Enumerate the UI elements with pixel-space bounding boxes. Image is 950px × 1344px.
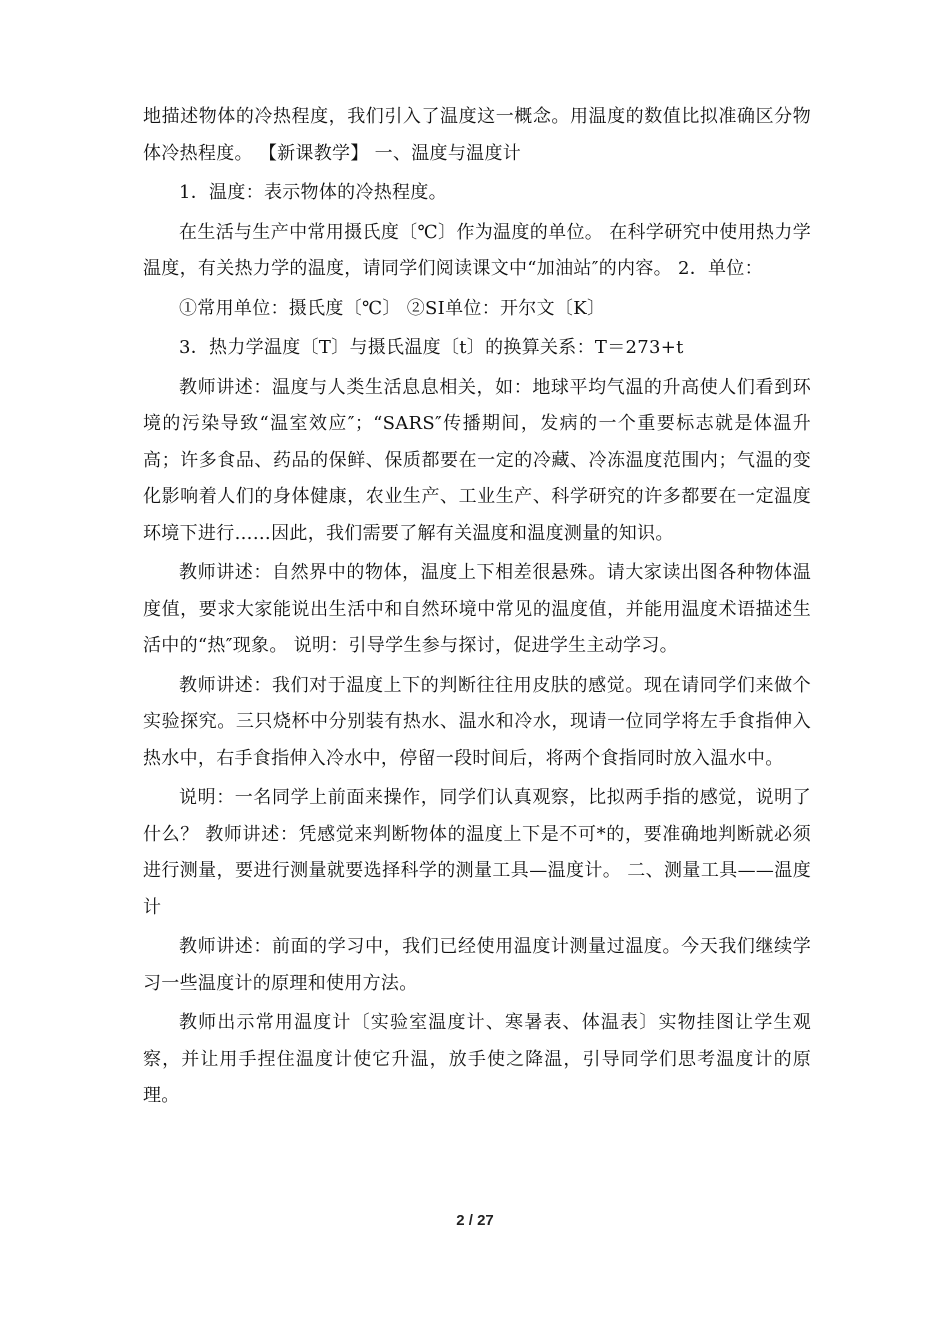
paragraph: 教师讲述：前面的学习中，我们已经使用温度计测量过温度。今天我们继续学习一些温度计的原理和使用方法。 — [143, 936, 811, 994]
page-number: 2 / 27 — [456, 1212, 494, 1229]
paragraph: 地描述物体的冷热程度，我们引入了温度这一概念。用温度的数值比拟准确区分物体冷热程度。 【新课教学】 一、温度与温度计 — [143, 106, 811, 164]
paragraph: ①常用单位：摄氏度〔℃〕 ②SI单位：开尔文〔K〕 — [179, 297, 606, 319]
document-body — [143, 99, 811, 1118]
paragraph: 教师讲述：我们对于温度上下的判断往往用皮肤的感觉。现在请同学们来做个实验探究。三只烧杯中分别装有热水、温水和冷水，现请一位同学将左手食指伸入热水中，右手食指伸入冷水中，停留一段时间后，将两个食指同时放入温水中。 — [143, 674, 811, 769]
paragraph: 1．温度：表示物体的冷热程度。 — [179, 182, 447, 203]
paragraph: 3．热力学温度〔T〕与摄氏温度〔t〕的换算关系：T＝273+t — [179, 337, 684, 358]
paragraph: 教师讲述：温度与人类生活息息相关，如：地球平均气温的升高使人们看到环境的污染导致“温室效应″；“SARS″传播期间，发病的一个重要标志就是体温升高；许多食品、药品的保鲜、保质都要在一定的冷藏、冷冻温度范围内；气温的变化影响着人们的身体健康，农业生产、工业生产、科学研究的许多都要在一定温度环境下进行……因此，我们需要了解有关温度和温度测量的知识。 — [143, 376, 811, 544]
paragraph: 教师讲述：自然界中的物体，温度上下相差很悬殊。请大家读出图各种物体温度值，要求大家能说出生活中和自然环境中常见的温度值，并能用温度术语描述生活中的“热″现象。 说明：引导学生参与探讨，促进学生主动学习。 — [143, 562, 811, 656]
paragraph: 说明：一名同学上前面来操作，同学们认真观察，比拟两手指的感觉，说明了什么？ 教师讲述：凭感觉来判断物体的温度上下是不可*的，要准确地判断就必须进行测量，要进行测量就要选择科学的测量工具—温度计。 二、测量工具——温度计 — [143, 787, 811, 918]
paragraph: 在生活与生产中常用摄氏度〔℃〕作为温度的单位。 在科学研究中使用热力学温度，有关热力学的温度，请同学们阅读课文中“加油站″的内容。 2．单位： — [143, 221, 811, 279]
paragraph: 教师出示常用温度计〔实验室温度计、寒暑表、体温表〕实物挂图让学生观察，并让用手捏住温度计使它升温，放手使之降温，引导同学们思考温度计的原理。 — [143, 1012, 811, 1106]
